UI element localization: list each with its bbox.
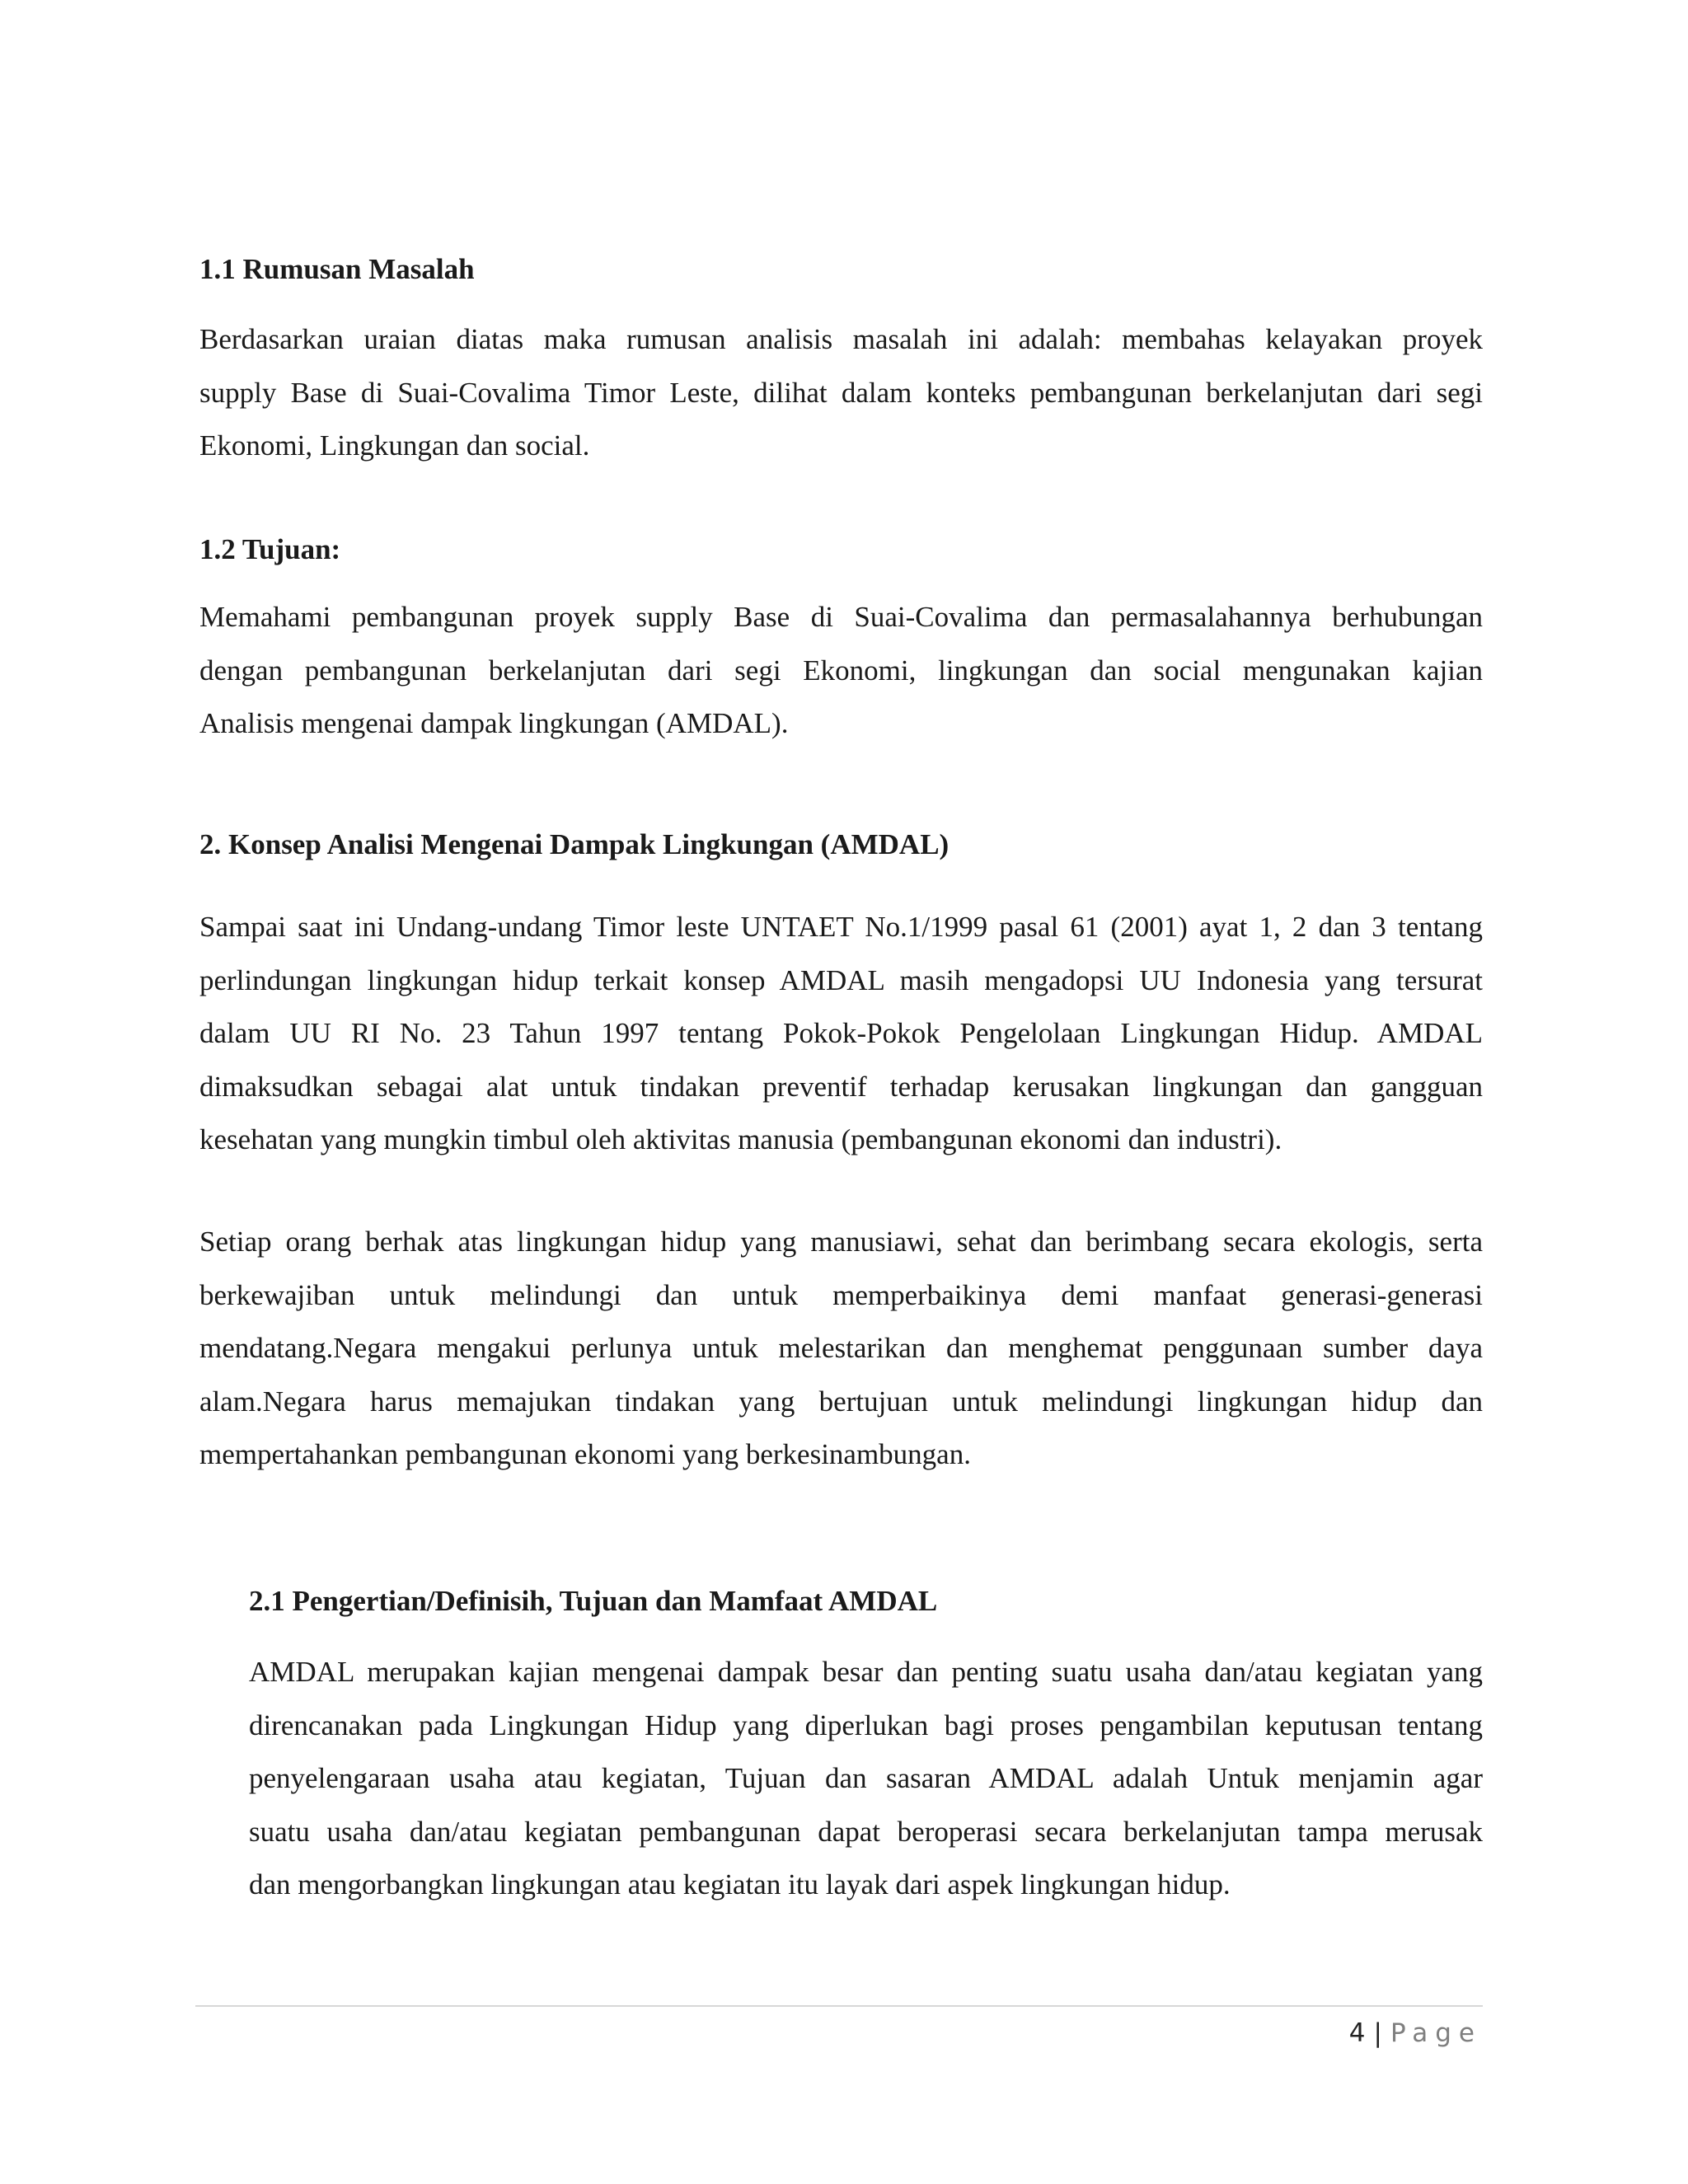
paragraph-line: perlindungan lingkungan hidup terkait konsep AMDAL masih mengadopsi UU Indonesia yang tersurat xyxy=(199,963,1483,996)
paragraph-line: AMDAL merupakan kajian mengenai dampak besar dan penting suatu usaha dan/atau kegiatan yang xyxy=(249,1656,1483,1688)
section-heading-2: 2. Konsep Analisi Mengenai Dampak Lingkungan (AMDAL) xyxy=(199,828,950,860)
page-footer xyxy=(1349,2017,1482,2050)
paragraph-line: Memahami pembangunan proyek supply Base di Suai-Covalima dan permasalahannya berhubungan xyxy=(199,601,1483,633)
paragraph-line: Ekonomi, Lingkungan dan social. xyxy=(199,429,590,462)
paragraph-line: dimaksudkan sebagai alat untuk tindakan preventif terhadap kerusakan lingkungan dan gangguan xyxy=(199,1070,1483,1103)
section-paragraph-1-2 xyxy=(199,591,1483,751)
paragraph-line: suatu usaha dan/atau kegiatan pembangunan dapat beroperasi secara berkelanjutan tampa merusak xyxy=(249,1815,1483,1848)
footer-separator: | xyxy=(1373,2018,1382,2048)
paragraph-line: penyelengaraan usaha atau kegiatan, Tujuan dan sasaran AMDAL adalah Untuk menjamin agar xyxy=(249,1762,1483,1794)
paragraph-line: alam.Negara harus memajukan tindakan yang bertujuan untuk melindungi lingkungan hidup dan xyxy=(199,1385,1483,1418)
section-paragraph-2-1 xyxy=(249,1646,1483,1912)
paragraph-line: Sampai saat ini Undang-undang Timor leste UNTAET No.1/1999 pasal 61 (2001) ayat 1, 2 dan 3 tentang xyxy=(199,911,1483,943)
paragraph-line: Berdasarkan uraian diatas maka rumusan analisis masalah ini adalah: membahas kelayakan proyek xyxy=(199,323,1483,355)
paragraph-line: kesehatan yang mungkin timbul oleh aktivitas manusia (pembangunan ekonomi dan industri). xyxy=(199,1123,1282,1155)
paragraph-line: supply Base di Suai-Covalima Timor Leste, dilihat dalam konteks pembangunan berkelanjutan dari segi xyxy=(199,376,1483,409)
paragraph-line: dan mengorbangkan lingkungan atau kegiatan itu layak dari aspek lingkungan hidup. xyxy=(249,1868,1231,1900)
section-paragraph-2-first xyxy=(199,901,1483,1167)
section-paragraph-2-second xyxy=(199,1216,1483,1482)
paragraph-line: dalam UU RI No. 23 Tahun 1997 tentang Pokok-Pokok Pengelolaan Lingkungan Hidup. AMDAL xyxy=(199,1017,1483,1049)
section-heading-1-2: 1.2 Tujuan: xyxy=(199,533,341,565)
footer-divider xyxy=(195,2005,1483,2007)
paragraph-line: direncanakan pada Lingkungan Hidup yang diperlukan bagi proses pengambilan keputusan tentang xyxy=(249,1708,1483,1741)
paragraph-line: Setiap orang berhak atas lingkungan hidup yang manusiawi, sehat dan berimbang secara ekologis, serta xyxy=(199,1226,1483,1258)
paragraph-line: Analisis mengenai dampak lingkungan (AMDAL). xyxy=(199,707,789,739)
paragraph-line: berkewajiban untuk melindungi dan untuk memperbaikinya demi manfaat generasi-generasi xyxy=(199,1278,1483,1311)
paragraph-line: dengan pembangunan berkelanjutan dari segi Ekonomi, lingkungan dan social mengunakan kajian xyxy=(199,654,1483,687)
section-heading-1-1: 1.1 Rumusan Masalah xyxy=(199,253,475,285)
paragraph-line: mendatang.Negara mengakui perlunya untuk melestarikan dan menghemat penggunaan sumber daya xyxy=(199,1332,1483,1364)
paragraph-line: mempertahankan pembangunan ekonomi yang berkesinambungan. xyxy=(199,1438,971,1470)
section-heading-2-1: 2.1 Pengertian/Definisih, Tujuan dan Mamfaat AMDAL xyxy=(249,1585,938,1617)
page-number: 4 xyxy=(1348,2018,1366,2048)
page-label: Page xyxy=(1390,2018,1482,2048)
section-paragraph-1-1 xyxy=(199,313,1483,473)
